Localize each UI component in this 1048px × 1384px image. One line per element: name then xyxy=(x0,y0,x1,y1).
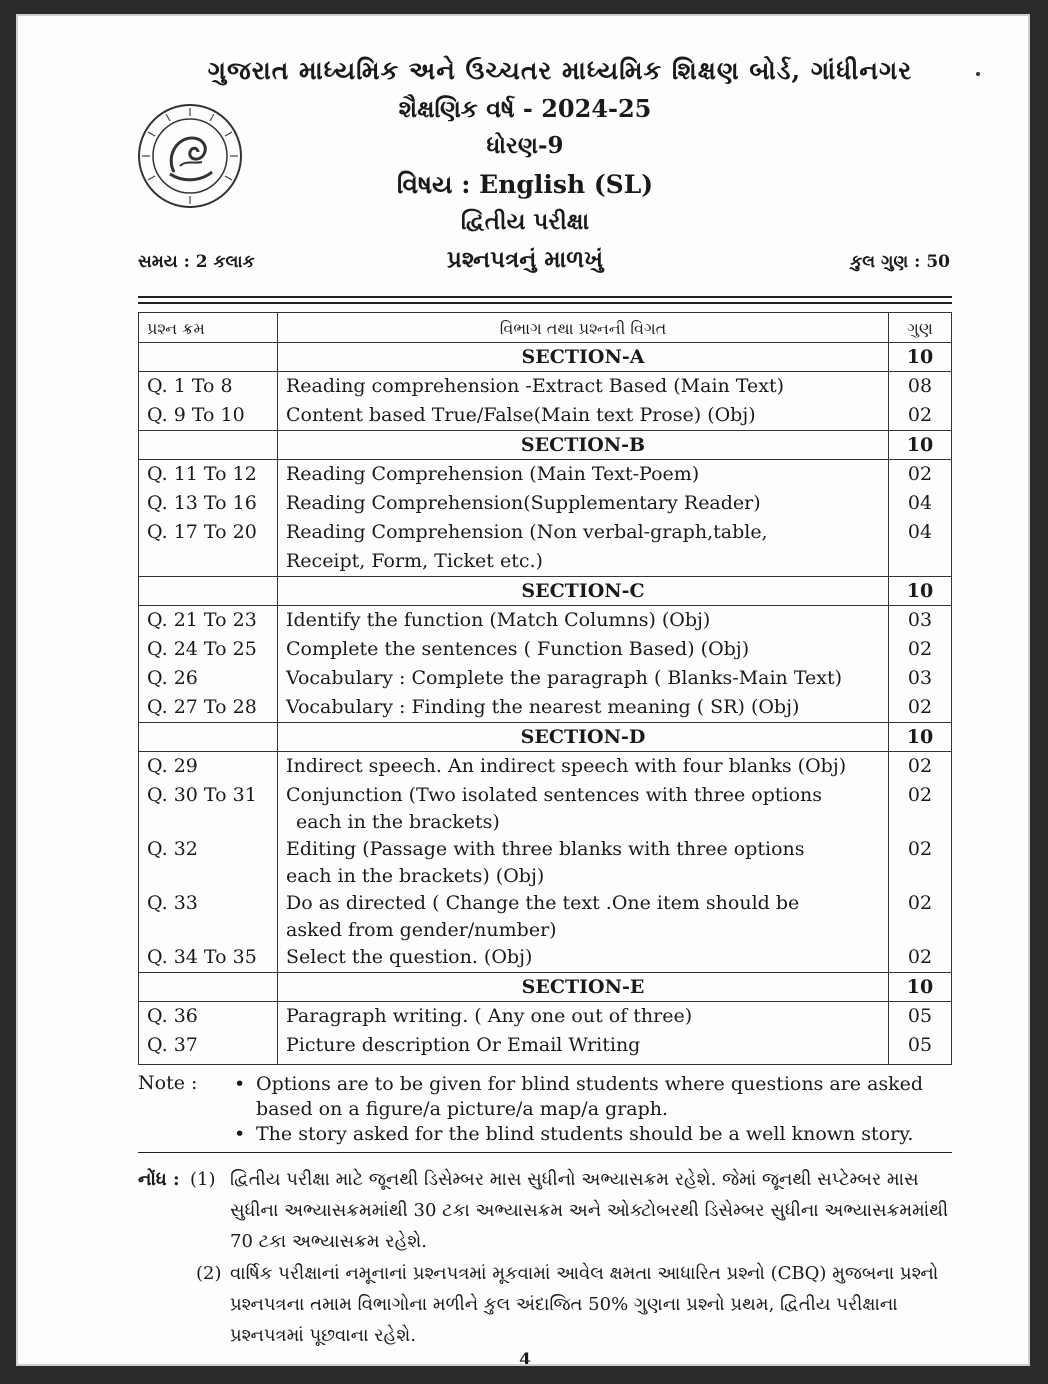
bullet-icon: • xyxy=(234,1073,246,1095)
question-marks: 05 xyxy=(907,1034,933,1056)
note-label: Note : xyxy=(138,1072,198,1094)
list-item xyxy=(234,1072,954,1122)
exam-duration: સમય : 2 કલાક xyxy=(138,252,255,272)
section-row xyxy=(139,973,952,1002)
section-marks: 10 xyxy=(889,973,952,1002)
question-description: Receipt, Form, Ticket etc.) xyxy=(286,550,543,572)
header-description: વિભાગ તથા પ્રશ્નની વિગત xyxy=(278,313,889,343)
question-number: Q. 9 To 10 xyxy=(147,404,245,426)
question-description: Vocabulary : Finding the nearest meaning ( SR) (Obj) xyxy=(286,696,800,718)
section-title: SECTION-D xyxy=(278,723,889,752)
question-description: Reading Comprehension (Non verbal-graph,table, xyxy=(286,521,768,543)
question-number: Q. 1 To 8 xyxy=(147,375,233,397)
question-number: Q. 37 xyxy=(147,1034,198,1056)
note-number: (1) xyxy=(190,1169,216,1190)
table-row xyxy=(139,460,952,577)
question-description: Identify the function (Match Columns) (Obj) xyxy=(286,609,711,631)
question-description: Editing (Passage with three blanks with three options xyxy=(286,838,805,860)
question-description: Paragraph writing. ( Any one out of three) xyxy=(286,1005,693,1027)
section-row xyxy=(139,431,952,460)
subject: વિષય : English (SL) xyxy=(396,170,654,199)
page-number: 4 xyxy=(519,1350,531,1366)
question-marks: 02 xyxy=(907,784,933,806)
page-title: પ્રશ્નપત્રનું માળખું xyxy=(446,246,604,273)
header-question-no: પ્રશ્ન ક્રમ xyxy=(139,313,278,343)
board-name: ગુજરાત માધ્યમિક અને ઉચ્ચતર માધ્યમિક શિક્ષણ બોર્ડ, ગાંધીનગર xyxy=(207,56,913,85)
note-text: વાર્ષિક પરીક્ષાનાં નમૂનાનાં પ્રશ્નપત્રમાં મૂકવામાં આવેલ ક્ષમતા આધારિત પ્રશ્નો (CBQ) મુજબના પ્રશ્નો પ્રશ્નપત્રના તમામ વિભાગોના મળીને કુલ અંદાજિત 50% ગુણના પ્રશ્નો પ્રથમ, દ્વિતીય પરીક્ષાના પ્રશ્નપત્રમાં પૂછવાના રહેશે. xyxy=(230,1263,939,1346)
question-marks: 08 xyxy=(907,375,933,397)
table-row xyxy=(139,752,952,973)
standard: ધોરણ-9 xyxy=(486,132,564,159)
question-number: Q. 32 xyxy=(147,838,198,860)
question-number: Q. 30 To 31 xyxy=(147,784,257,806)
exam-name: દ્વિતીય પરીક્ષા xyxy=(460,208,590,235)
note-text: The story asked for the blind students should be a well known story. xyxy=(256,1123,914,1145)
section-row xyxy=(139,343,952,372)
question-number: Q. 13 To 16 xyxy=(147,492,257,514)
question-number: Q. 36 xyxy=(147,1005,198,1027)
question-description: each in the brackets) xyxy=(296,811,500,833)
document-page xyxy=(16,14,1030,1366)
section-marks: 10 xyxy=(889,431,952,460)
header-marks: ગુણ xyxy=(889,313,952,343)
table-header-row xyxy=(139,313,952,343)
question-description: Do as directed ( Change the text .One item should be xyxy=(286,892,800,914)
question-description: Picture description Or Email Writing xyxy=(286,1034,641,1056)
question-description: Indirect speech. An indirect speech with four blanks (Obj) xyxy=(286,755,847,777)
section-marks: 10 xyxy=(889,723,952,752)
section-title: SECTION-B xyxy=(278,431,889,460)
academic-year: શૈક્ષણિક વર્ષ - 2024-25 xyxy=(398,94,652,123)
question-number: Q. 29 xyxy=(147,755,198,777)
section-row xyxy=(139,577,952,606)
bullet-icon: • xyxy=(234,1123,246,1145)
gujarati-note-label: નોંધ : xyxy=(138,1169,180,1190)
divider xyxy=(138,296,952,298)
question-number: Q. 26 xyxy=(147,667,198,689)
section-title: SECTION-E xyxy=(278,973,889,1002)
question-description: asked from gender/number) xyxy=(286,919,557,941)
total-marks: કુલ ગુણ : 50 xyxy=(850,252,950,272)
gujarati-note-1 xyxy=(138,1164,954,1257)
note-number: (2) xyxy=(196,1263,222,1284)
question-description: Conjunction (Two isolated sentences with three options xyxy=(286,784,823,806)
question-description: Reading Comprehension (Main Text-Poem) xyxy=(286,463,700,485)
section-marks: 10 xyxy=(889,577,952,606)
blueprint-table xyxy=(138,312,952,1065)
question-marks: 05 xyxy=(907,1005,933,1027)
question-marks: 02 xyxy=(907,404,933,426)
list-item xyxy=(234,1122,954,1147)
question-marks: 02 xyxy=(907,755,933,777)
question-marks: 02 xyxy=(907,838,933,860)
gujarati-note-2 xyxy=(138,1258,954,1351)
question-number: Q. 33 xyxy=(147,892,198,914)
question-description: Reading Comprehension(Supplementary Reader) xyxy=(286,492,761,514)
section-marks: 10 xyxy=(889,343,952,372)
table-row xyxy=(139,606,952,723)
question-description: Select the question. (Obj) xyxy=(286,946,533,968)
question-description: Reading comprehension -Extract Based (Main Text) xyxy=(286,375,785,397)
question-marks: 02 xyxy=(907,696,933,718)
note-list xyxy=(234,1072,954,1147)
section-title: SECTION-C xyxy=(278,577,889,606)
question-number: Q. 11 To 12 xyxy=(147,463,257,485)
question-marks: 03 xyxy=(907,609,933,631)
question-description: Content based True/False(Main text Prose) (Obj) xyxy=(286,404,756,426)
table-row xyxy=(139,1002,952,1065)
question-description: Vocabulary : Complete the paragraph ( Blanks-Main Text) xyxy=(286,667,843,689)
section-row xyxy=(139,723,952,752)
question-marks: 04 xyxy=(907,521,933,543)
question-number: Q. 24 To 25 xyxy=(147,638,257,660)
question-marks: 03 xyxy=(907,667,933,689)
question-number: Q. 27 To 28 xyxy=(147,696,257,718)
divider xyxy=(138,302,952,304)
note-text: Options are to be given for blind students where questions are asked based on a figure/a picture/a map/a graph. xyxy=(256,1073,924,1120)
table-row xyxy=(139,372,952,431)
question-number: Q. 34 To 35 xyxy=(147,946,257,968)
question-marks: 02 xyxy=(907,463,933,485)
question-description: Complete the sentences ( Function Based) (Obj) xyxy=(286,638,750,660)
question-marks: 02 xyxy=(907,946,933,968)
section-title: SECTION-A xyxy=(278,343,889,372)
note-text: દ્વિતીય પરીક્ષા માટે જૂનથી ડિસેમ્બર માસ સુધીનો અભ્યાસક્રમ રહેશે. જેમાં જૂનથી સપ્ટેમ્બર માસ સુધીના અભ્યાસક્રમમાંથી 30 ટકા અભ્યાસક્રમ અને ઓક્ટોબરથી ડિસેમ્બર સુધીના અભ્યાસક્રમમાંથી 70 ટકા અભ્યાસક્રમ રહેશે. xyxy=(230,1169,949,1252)
question-number: Q. 21 To 23 xyxy=(147,609,257,631)
question-marks: 02 xyxy=(907,892,933,914)
question-description: each in the brackets) (Obj) xyxy=(286,865,545,887)
divider xyxy=(138,1152,952,1153)
question-marks: 02 xyxy=(907,638,933,660)
question-number: Q. 17 To 20 xyxy=(147,521,257,543)
question-marks: 04 xyxy=(907,492,933,514)
